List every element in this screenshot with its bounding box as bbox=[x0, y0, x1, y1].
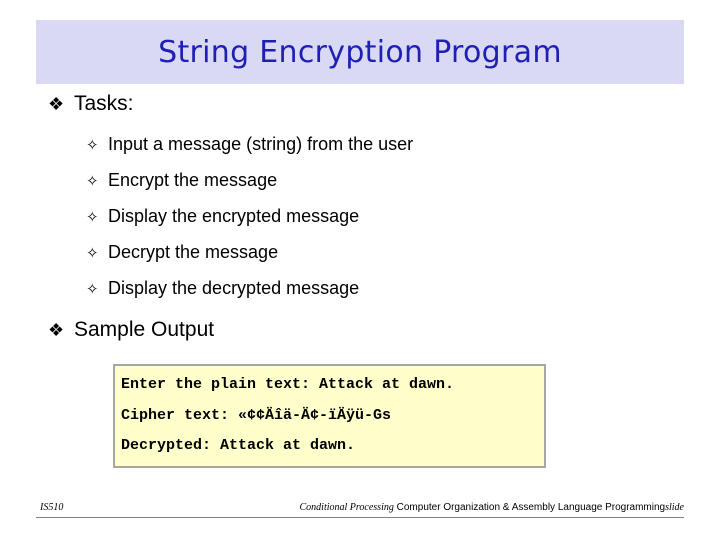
footer-course-title: Computer Organization & Assembly Language Programming bbox=[393, 502, 666, 513]
task-item-label: Input a message (string) from the user bbox=[108, 134, 414, 154]
footer-topic: Conditional Processing bbox=[299, 502, 394, 513]
task-item bbox=[86, 242, 278, 263]
output-line: Enter the plain text: Attack at dawn. bbox=[121, 376, 455, 393]
four-point-star-icon: ✧ bbox=[86, 280, 99, 298]
tasks-heading: Tasks: bbox=[74, 92, 134, 115]
task-item bbox=[86, 134, 413, 155]
task-item-label: Encrypt the message bbox=[108, 170, 278, 190]
diamond-bullet-icon: ❖ bbox=[48, 319, 65, 340]
four-point-star-icon: ✧ bbox=[86, 208, 99, 226]
sample-heading: Sample Output bbox=[74, 318, 215, 341]
sample-heading-row bbox=[48, 318, 214, 342]
task-item-label: Decrypt the message bbox=[108, 242, 279, 262]
footer-divider bbox=[36, 517, 684, 518]
output-line: Decrypted: Attack at dawn. bbox=[121, 437, 356, 454]
footer-course-code: IS510 bbox=[40, 502, 64, 513]
footer-slide-label: slide bbox=[665, 502, 684, 513]
sample-output-box bbox=[113, 364, 546, 468]
four-point-star-icon: ✧ bbox=[86, 136, 99, 154]
footer-caption bbox=[300, 502, 685, 513]
four-point-star-icon: ✧ bbox=[86, 172, 99, 190]
slide-title-bar bbox=[36, 20, 684, 84]
task-item bbox=[86, 206, 359, 227]
diamond-bullet-icon: ❖ bbox=[48, 93, 65, 114]
task-item-label: Display the decrypted message bbox=[108, 278, 360, 298]
task-item bbox=[86, 278, 359, 299]
tasks-heading-row bbox=[48, 92, 134, 116]
slide-title: String Encryption Program bbox=[158, 34, 562, 70]
task-item bbox=[86, 170, 277, 191]
output-line: Cipher text: «¢¢Äîä-Ä¢-ïÄÿü-Gs bbox=[121, 407, 392, 424]
task-item-label: Display the encrypted message bbox=[108, 206, 360, 226]
four-point-star-icon: ✧ bbox=[86, 244, 99, 262]
